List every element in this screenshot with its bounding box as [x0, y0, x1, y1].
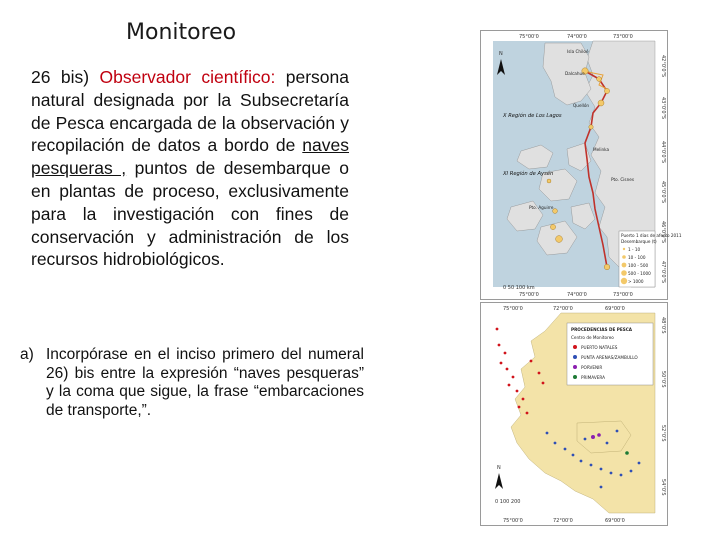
- fishing-point: [564, 448, 567, 451]
- legend-item: PUERTO NATALES: [581, 345, 618, 350]
- lon-tick: 69°00'0: [605, 306, 625, 312]
- landing-point: [598, 100, 604, 106]
- fishing-point: [512, 376, 515, 379]
- definition-underlined: naves pesqueras ,: [31, 135, 349, 179]
- fishing-point: [630, 470, 633, 473]
- legend-symbol: [621, 278, 627, 284]
- fishing-point: [584, 438, 587, 441]
- landing-point: [547, 179, 551, 183]
- amendment-marker: a): [20, 346, 34, 363]
- landing-point: [604, 264, 610, 270]
- lat-tick: 45°0'0"S: [660, 181, 666, 204]
- legend-item: PORVENIR: [581, 365, 603, 370]
- fishing-point: [580, 460, 583, 463]
- place-label: Dalcahue: [565, 71, 585, 76]
- region-xi-label: XI Región de Aysén: [503, 171, 554, 177]
- lon-tick-bottom: 75°00'0: [503, 518, 523, 524]
- fishing-point: [496, 328, 499, 331]
- lon-tick-bottom: 74°00'0: [567, 292, 587, 298]
- lat-tick: 48°0'S: [660, 317, 666, 334]
- lat-tick: 43°0'0"S: [660, 97, 666, 120]
- amendment-text: Incorpórase en el inciso primero del numeral 26) bis entre la expresión “naves pesqueras” y la coma que sigue, la frase “embarcaciones de transporte,”.: [46, 346, 364, 420]
- slide-title: Monitoreo: [126, 20, 237, 45]
- map-los-lagos-aysen: [480, 30, 682, 300]
- legend-item: > 1000: [628, 279, 644, 284]
- legend-item: 10 - 100: [628, 255, 646, 260]
- fishing-point: [526, 412, 529, 415]
- lat-tick: 46°0'0"S: [660, 221, 666, 244]
- definition-prefix: 26 bis): [31, 67, 100, 87]
- lon-tick-bottom: 72°00'0: [553, 518, 573, 524]
- legend-item: 500 - 1000: [628, 271, 651, 276]
- fishing-point: [522, 398, 525, 401]
- lat-tick: 42°0'0"S: [660, 55, 666, 78]
- legend-item: 1 - 10: [628, 247, 641, 252]
- place-label: Melinka: [593, 147, 610, 152]
- place-label: Quellón: [573, 103, 590, 108]
- scale-bar-label: 0 50 100 km: [503, 285, 535, 291]
- landing-point: [597, 77, 602, 82]
- lon-tick: 75°00'0: [503, 306, 523, 312]
- fishing-point: [506, 368, 509, 371]
- legend-title: PROCEDENCIAS DE PESCA: [571, 327, 633, 332]
- fishing-point: [610, 472, 613, 475]
- scale-bar-label: 0 100 200: [495, 499, 521, 505]
- legend-symbol: [623, 248, 625, 250]
- legend-symbol: [573, 375, 577, 379]
- lon-tick-bottom: 73°00'0: [613, 292, 633, 298]
- landing-point: [556, 236, 563, 243]
- landing-point: [589, 125, 593, 129]
- fishing-point: [530, 360, 533, 363]
- fishing-point: [638, 462, 641, 465]
- amendment-item: [20, 346, 364, 421]
- legend-title: Puerto 1 dias de afecto 2011: [621, 233, 682, 238]
- fishing-point: [600, 486, 603, 489]
- legend-item: 100 - 500: [628, 263, 649, 268]
- fishing-point: [516, 390, 519, 393]
- definition-term: Observador científico:: [99, 67, 276, 87]
- lat-tick: 54°0'S: [660, 479, 666, 496]
- fishing-point: [518, 406, 521, 409]
- lat-tick: 50°0'S: [660, 371, 666, 388]
- lat-tick: 44°0'0"S: [660, 141, 666, 164]
- legend-subtitle: Centro de Monitoreo: [571, 335, 614, 340]
- fishing-point: [504, 352, 507, 355]
- lon-tick-bottom: 75°00'0: [519, 292, 539, 298]
- legend-symbol: [573, 365, 577, 369]
- fishing-point: [600, 468, 603, 471]
- fishing-point: [498, 344, 501, 347]
- fishing-point: [546, 432, 549, 435]
- fishing-point: [625, 451, 629, 455]
- legend-symbol: [621, 270, 627, 276]
- lon-tick: 72°00'0: [553, 306, 573, 312]
- definition-text: persona natural designada por la Subsecretaría de Pesca encargada de la observación y recopilación de datos a bordo de: [31, 67, 350, 156]
- place-label: Pto. Cisnes: [611, 177, 634, 182]
- fishing-point: [572, 454, 575, 457]
- fishing-point: [542, 382, 545, 385]
- map-bottom-legend: [567, 323, 653, 385]
- fishing-point: [597, 433, 601, 437]
- lon-tick: 73°00'0: [613, 34, 633, 40]
- lon-tick-bottom: 69°00'0: [605, 518, 625, 524]
- legend-symbol: [622, 263, 627, 268]
- lat-tick: 52°0'S: [660, 425, 666, 442]
- legend-item: PUNTA ARENAS/ZAMBULLO: [581, 355, 638, 360]
- island-label: Isla Chiloé: [567, 49, 589, 54]
- legend-symbol: [573, 345, 577, 349]
- north-label: N: [499, 51, 503, 57]
- fishing-point: [554, 442, 557, 445]
- map-bottom-svg: [481, 303, 667, 525]
- legend-symbol: [573, 355, 577, 359]
- north-label: N: [497, 465, 501, 471]
- definition-text-end: puntos de desembarque o en plantas de proceso, exclusivamente para la investigación con fines de conservación y administración de los recursos hidrobiológicos.: [31, 158, 349, 270]
- fishing-point: [508, 384, 511, 387]
- fishing-point: [590, 464, 593, 467]
- lon-tick: 75°00'0: [519, 34, 539, 40]
- legend-subtitle: Desembarque (t): [621, 239, 657, 244]
- legend-item: PRIMAVERA: [581, 375, 605, 380]
- map-top-svg: [481, 31, 682, 299]
- lat-tick: 47°0'0"S: [660, 261, 666, 284]
- fishing-point: [606, 442, 609, 445]
- fishing-point: [591, 435, 595, 439]
- fishing-point: [500, 362, 503, 365]
- legend-symbol: [622, 255, 626, 259]
- fishing-point: [616, 430, 619, 433]
- fishing-point: [620, 474, 623, 477]
- map-magallanes: [480, 302, 668, 526]
- lon-tick: 74°00'0: [567, 34, 587, 40]
- map-bottom-tierra-del-fuego: [577, 421, 631, 453]
- landing-point: [550, 224, 555, 229]
- definition-paragraph: [31, 66, 349, 271]
- fishing-point: [538, 372, 541, 375]
- place-label: Pto. Aguirre: [529, 205, 554, 210]
- region-x-label: X Región de Los Lagos: [503, 113, 562, 119]
- landing-point: [604, 88, 609, 93]
